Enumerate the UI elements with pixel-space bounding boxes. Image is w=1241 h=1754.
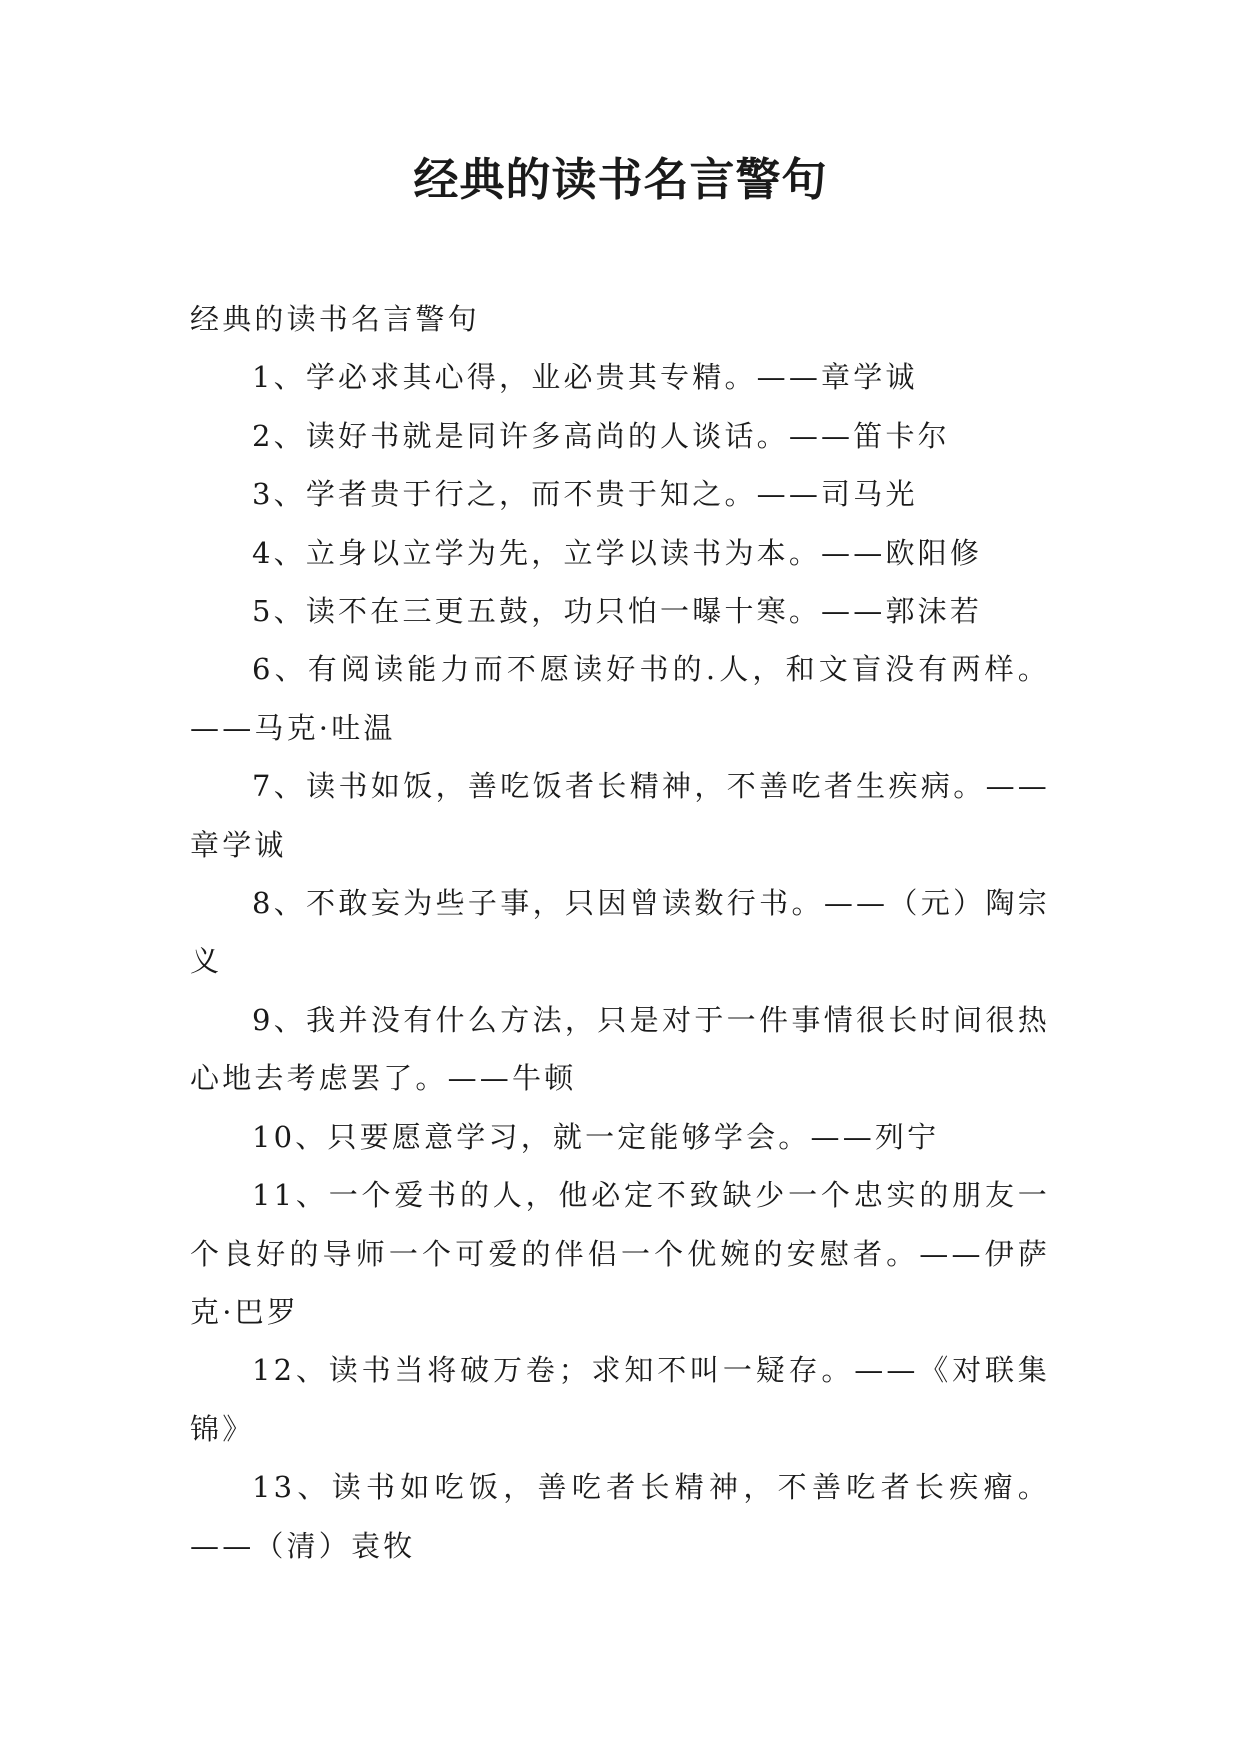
quote-item: 5、读不在三更五鼓，功只怕一曝十寒。——郭沫若 xyxy=(252,594,983,629)
quote-item: 6、有阅读能力而不愿读好书的.人，和文盲没有两样。——马克·吐温 xyxy=(190,652,1050,745)
quote-item: 2、读好书就是同许多高尚的人谈话。——笛卡尔 xyxy=(252,418,950,453)
quote-item: 13、读书如吃饭，善吃者长精神，不善吃者长疾瘤。——（清）袁牧 xyxy=(190,1470,1050,1563)
quote-item: 10、只要愿意学习，就一定能够学会。——列宁 xyxy=(252,1119,940,1154)
quote-item: 12、读书当将破万卷；求知不叫一疑存。——《对联集锦》 xyxy=(190,1353,1050,1446)
quote-item: 8、不敢妄为些子事，只因曾读数行书。——（元）陶宗义 xyxy=(190,886,1050,979)
document-body xyxy=(190,290,1050,1575)
quote-item: 1、学必求其心得，业必贵其专精。——章学诚 xyxy=(252,360,918,395)
quote-item: 9、我并没有什么方法，只是对于一件事情很长时间很热心地去考虑罢了。——牛顿 xyxy=(190,1002,1050,1096)
document-title: 经典的读书名言警句 xyxy=(413,153,828,206)
document-subtitle: 经典的读书名言警句 xyxy=(190,302,480,336)
quote-item: 11、一个爱书的人，他必定不致缺少一个忠实的朋友一个良好的导师一个可爱的伴侣一个优婉的安慰者。——伊萨克·巴罗 xyxy=(190,1178,1050,1329)
quote-item: 4、立身以立学为先，立学以读书为本。——欧阳修 xyxy=(252,535,983,570)
quote-item: 7、读书如饭，善吃饭者长精神，不善吃者生疾病。——章学诚 xyxy=(190,769,1050,862)
quote-item: 3、学者贵于行之，而不贵于知之。——司马光 xyxy=(252,477,918,512)
